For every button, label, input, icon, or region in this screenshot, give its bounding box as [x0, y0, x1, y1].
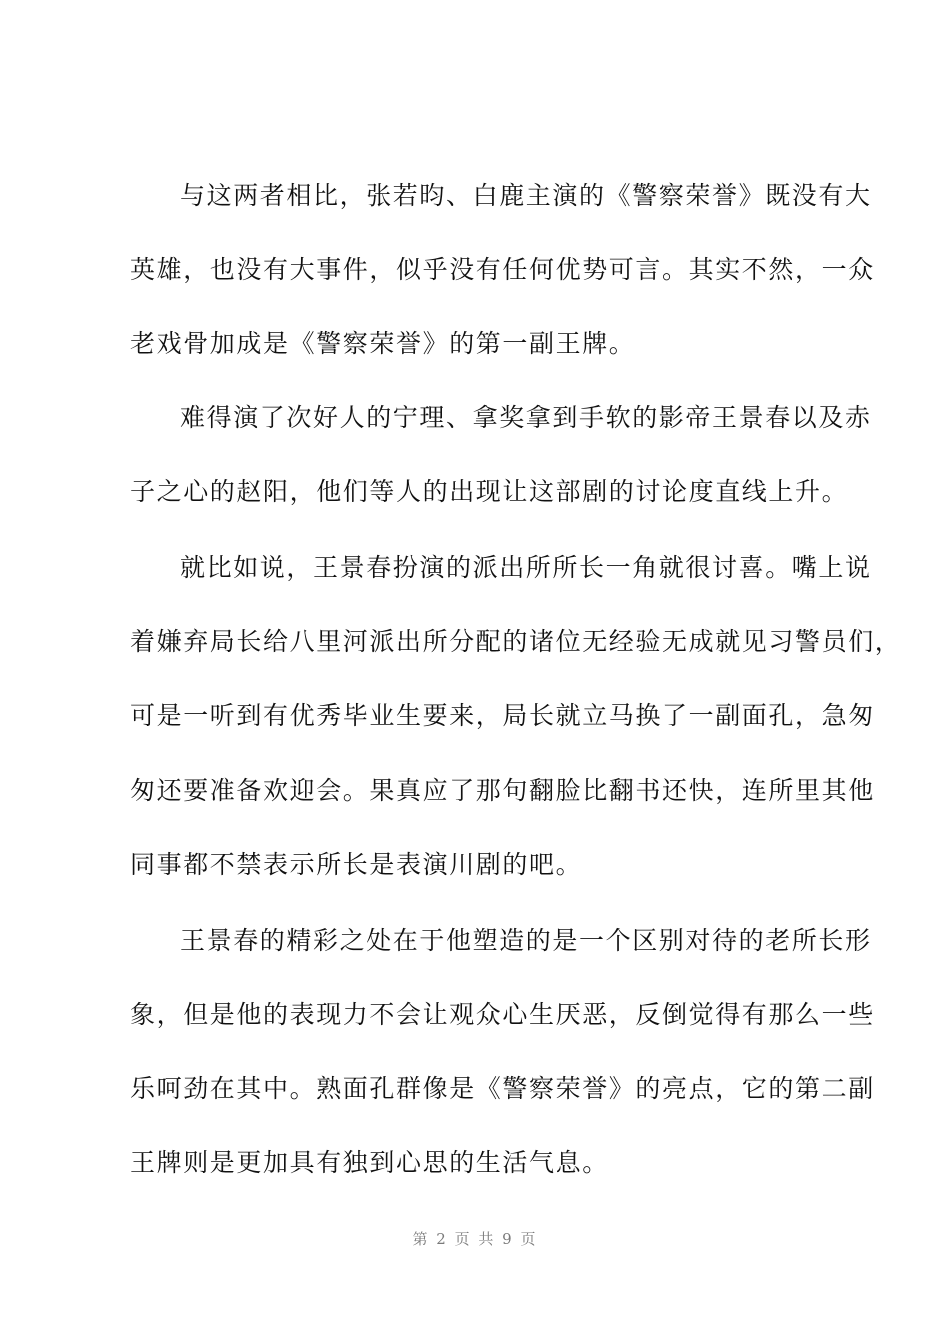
paragraph-4-line-3: 乐呵劲在其中。熟面孔群像是《警察荣誉》的亮点，它的第二副: [130, 1074, 875, 1103]
paragraph-2-line-2: 子之心的赵阳，他们等人的出现让这部剧的讨论度直线上升。: [130, 477, 849, 506]
paragraph-3-line-5: 同事都不禁表示所长是表演川剧的吧。: [130, 850, 583, 879]
paragraph-3-line-3: 可是一听到有优秀毕业生要来，局长就立马换了一副面孔，急匆: [130, 701, 875, 730]
paragraph-4-line-1: 王景春的精彩之处在于他塑造的是一个区别对待的老所长形: [180, 926, 872, 955]
paragraph-3-line-1: 就比如说，王景春扮演的派出所所长一角就很讨喜。嘴上说: [180, 553, 872, 582]
page-footer: 第 2 页 共 9 页: [412, 1230, 538, 1248]
paragraph-1-line-2: 英雄，也没有大事件，似乎没有任何优势可言。其实不然，一众: [130, 255, 875, 284]
paragraph-1-line-1: 与这两者相比，张若昀、白鹿主演的《警察荣誉》既没有大: [180, 181, 872, 210]
paragraph-1-line-3: 老戏骨加成是《警察荣誉》的第一副王牌。: [130, 329, 636, 358]
paragraph-2-line-1: 难得演了次好人的宁理、拿奖拿到手软的影帝王景春以及赤: [180, 403, 872, 432]
paragraph-3-line-4: 匆还要准备欢迎会。果真应了那句翻脸比翻书还快，连所里其他: [130, 776, 875, 805]
paragraph-3-line-2: 着嫌弃局长给八里河派出所分配的诸位无经验无成就见习警员们，: [130, 627, 902, 656]
paragraph-4-line-2: 象，但是他的表现力不会让观众心生厌恶，反倒觉得有那么一些: [130, 1000, 875, 1029]
paragraph-4-line-4: 王牌则是更加具有独到心思的生活气息。: [130, 1148, 609, 1177]
